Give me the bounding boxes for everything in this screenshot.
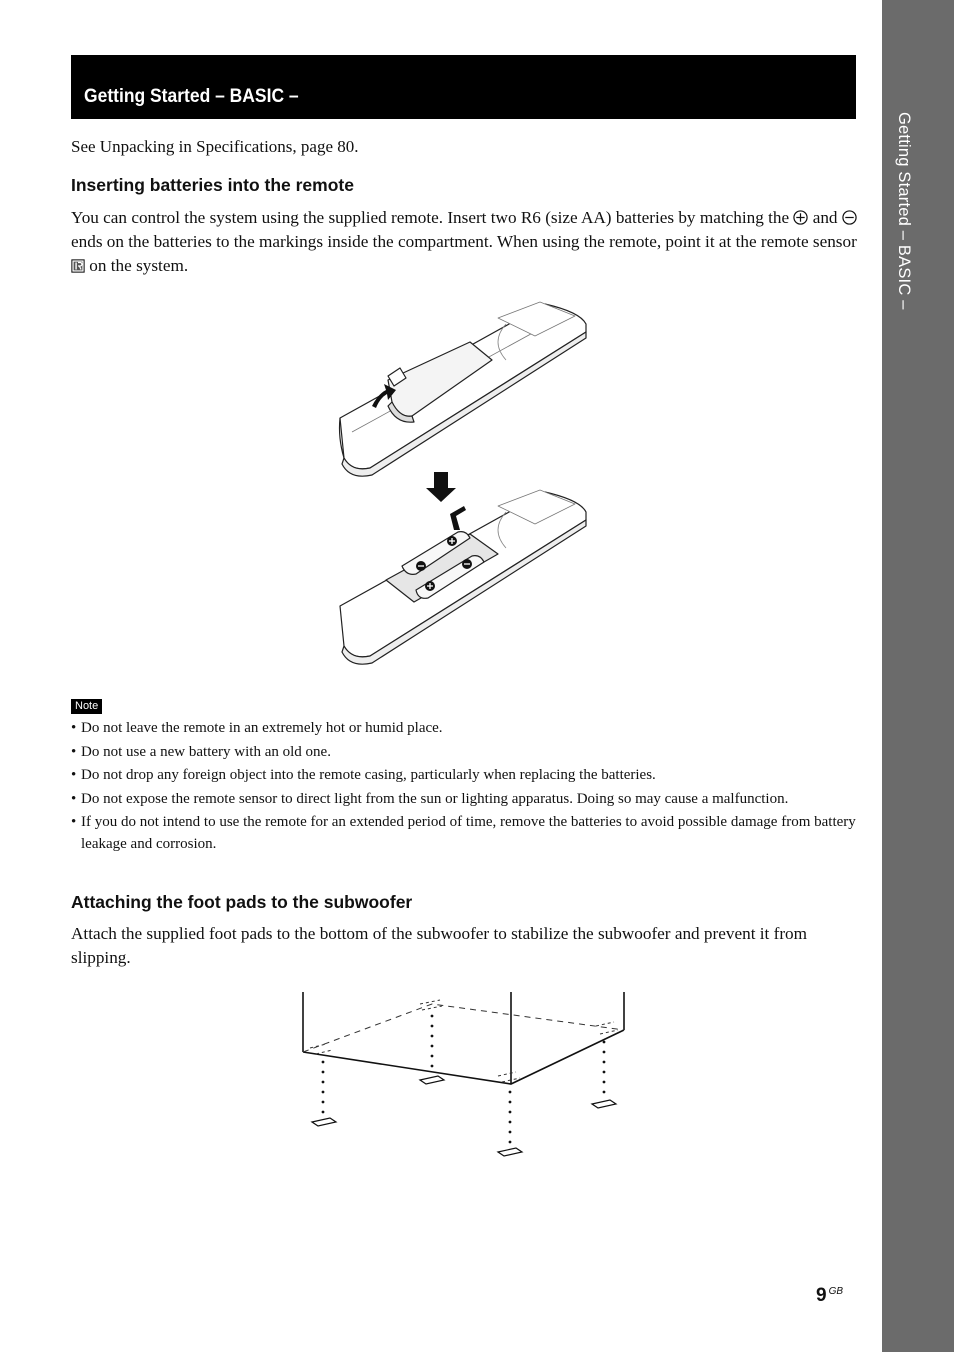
foot-pads-paragraph: Attach the supplied foot pads to the bottom of the subwoofer to stabilize the subwoofer and prevent it from slipping. bbox=[71, 924, 808, 967]
note-badge: Note bbox=[71, 699, 102, 714]
batteries-text-3: on the system. bbox=[89, 256, 189, 275]
batteries-paragraph bbox=[71, 206, 857, 278]
batteries-text-1: You can control the system using the supplied remote. Insert two R6 (size AA) batteries by matching the bbox=[71, 208, 790, 227]
subwoofer-footpads-illustration bbox=[296, 990, 632, 1162]
minus-circle-icon bbox=[842, 210, 857, 225]
note-item: • Do not use a new battery with an old one. bbox=[71, 741, 857, 763]
side-tab bbox=[882, 0, 954, 1352]
page-number-value: 9 bbox=[816, 1285, 827, 1306]
note-list bbox=[71, 717, 857, 857]
page-number-suffix: GB bbox=[828, 1286, 844, 1297]
intro-text: See Unpacking in Specifications, page 80. bbox=[71, 137, 359, 156]
plus-circle-icon bbox=[793, 210, 808, 225]
heading-foot-pads: Attaching the foot pads to the subwoofer bbox=[71, 892, 413, 912]
remote-sensor-icon bbox=[71, 259, 85, 273]
remote-battery-illustration bbox=[330, 298, 592, 670]
note-item: • Do not drop any foreign object into the remote casing, particularly when replacing the batteries. bbox=[71, 764, 857, 786]
side-tab-label: Getting Started – BASIC – bbox=[895, 112, 913, 310]
batteries-text-2: ends on the batteries to the markings inside the compartment. When using the remote, point it at the remote sensor bbox=[71, 232, 857, 251]
section-header-bar bbox=[71, 55, 856, 119]
note-item: • If you do not intend to use the remote for an extended period of time, remove the batteries to avoid possible damage from battery leakage and corrosion. bbox=[71, 811, 857, 855]
page-number bbox=[816, 1285, 843, 1307]
batteries-text-and: and bbox=[812, 208, 838, 227]
section-title: Getting Started – BASIC – bbox=[84, 86, 299, 107]
heading-inserting-batteries: Inserting batteries into the remote bbox=[71, 175, 354, 195]
note-item: • Do not leave the remote in an extremely hot or humid place. bbox=[71, 717, 857, 739]
note-item: • Do not expose the remote sensor to direct light from the sun or lighting apparatus. Doing so may cause a malfunction. bbox=[71, 788, 857, 810]
